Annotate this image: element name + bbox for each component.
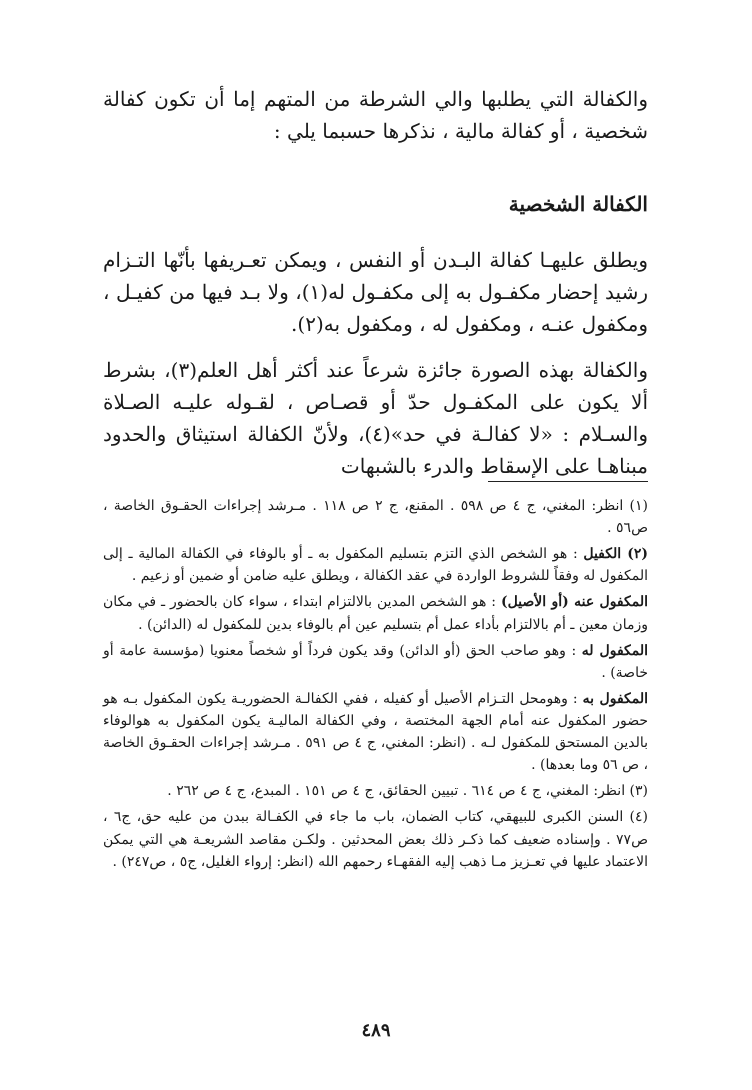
footnote-2 — [103, 543, 648, 587]
page-number: ٤٨٩ — [361, 1020, 391, 1041]
body-paragraph-definition: ويطلق عليهـا كفالة البـدن أو النفس ، ويمكن تعـريفها بأنّها التـزام رشيد إحضار مكفـول به إلى مكفـول له(١)، ولا بـد فيها من كفيـل ، ومكفول عنـه ، ومكفول له ، ومكفول به(٢). — [103, 248, 648, 336]
footnote-1: (١) انظر: المغني، ج ٤ ص ٥٩٨ . المقنع، ج ٢ ص ١١٨ . مـرشد إجراءات الحقـوق الخاصة ، ص٥٦ . — [103, 498, 648, 537]
footnote-separator — [488, 481, 648, 482]
footnote-2c-term: المكفول له — [581, 642, 648, 659]
body-paragraph-ruling: والكفالة بهذه الصورة جائزة شرعاً عند أكثر أهل العلم(٣)، بشرط ألا يكون على المكفـول حدّ أو قصـاص ، لقـوله عليـه الصـلاة والسـلام : «لا كفالـة في حد»(٤)، ولأنّ الكفالة استيثاق والحدود مبناهـا على الإسقاط والدرء بالشبهات — [103, 358, 648, 478]
footnote-4: (٤) السنن الكبرى للبيهقي، كتاب الضمان، باب ما جاء في الكفـالة ببدن من عليه حق، ج٦ ، ص٧٧ . وإسناده ضعيف كما ذكـر ذلك بعض المحدثين . ولكـن مقاصد الشريعـة هي التي يمكن الاعتماد عليها في تعـزيز مـا ذهب إليه الفقهـاء رحمهم الله (انظر: إرواء الغليل، ج٥ ، ص٢٤٧) . — [103, 809, 648, 870]
footnote-2-makful-anhu — [103, 591, 648, 635]
section-heading: الكفالة الشخصية — [508, 192, 648, 216]
footnote-2-makful-bihi — [103, 688, 648, 776]
footnote-3: (٣) انظر: المغني، ج ٤ ص ٦١٤ . تبيين الحقائق، ج ٤ ص ١٥١ . المبدع، ج ٤ ص ٢٦٢ . — [167, 783, 648, 800]
body-paragraph-intro: والكفالة التي يطلبها والي الشرطة من المتهم إما أن تكون كفالة شخصية ، أو كفالة مالية ، نذكرها حسبما يلي : — [103, 87, 648, 143]
footnote-2-term: (٢) الكفيل — [583, 546, 649, 563]
footnote-2d-text: : وهومحل التـزام الأصيل أو كفيله ، ففي الكفالـة الحضوريـة يكون المكفول بـه هو حضور المكفول عنه أمام الجهة المختصة ، وفي الكفالة الماليـة يكون المكفول به هوالوفاء بالدين المستحق للمكفول لـه . (انظر: المغني، ج ٤ ص ٥٩١ . مـرشد إجراءات الحقـوق الخاصة ، ص ٥٦ وما بعدها) . — [103, 690, 648, 774]
footnote-2-text: : هو الشخص الذي التزم بتسليم المكفول به ـ أو بالوفاء في الكفالة المالية ـ إلى المكفول له وفقاً للشروط الواردة في عقد الكفالة ، ويطلق عليه ضامن أو ضمين أو زعيم . — [103, 546, 648, 585]
footnote-2b-term: المكفول عنه (أو الأصيل) — [500, 594, 648, 611]
footnote-2-makful-lahu — [103, 640, 648, 684]
footnote-2c-text: : وهو صاحب الحق (أو الدائن) وقد يكون فرداً أو شخصاً معنويا (مؤسسة عامة أو خاصة) . — [103, 642, 648, 681]
footnote-2b-text: : هو الشخص المدين بالالتزام ابتداء ، سواء كان بالحضور ـ في مكان وزمان معين ـ أم بالالتزام بأداء عمل أم بتسليم عين أم بالوفاء بدين للمكفول له (الدائن) . — [103, 594, 648, 633]
footnote-2d-term: المكفول به — [582, 690, 649, 707]
footnotes-section — [103, 495, 648, 877]
